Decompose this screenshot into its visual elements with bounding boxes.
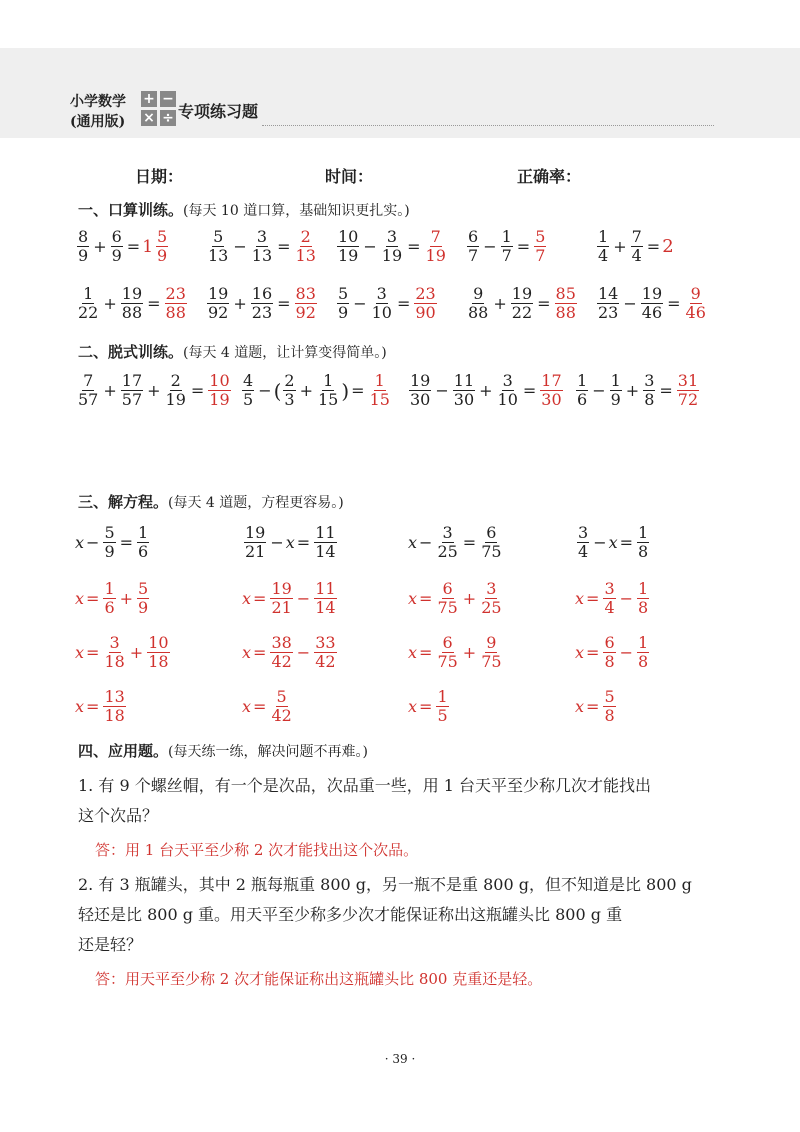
time-label: 时间： <box>325 167 374 186</box>
s3-c1-step2: x = $\frac{3}{18}$ + $\frac{10}{18}$ <box>75 633 169 671</box>
section4-heading <box>78 740 368 761</box>
problem-2-line3: 还是轻？ <box>78 935 143 954</box>
answer: $\frac{23}{88}$ <box>165 284 186 322</box>
problem-2-line1: 2. 有 3 瓶罐头，其中 2 瓶每瓶重 800 g，另一瓶不是重 800 g，但不知道是比 800 g <box>78 875 692 894</box>
answer: 1 5 9 <box>142 227 168 265</box>
section1-note: (每天 10 道口算，基础知识更扎实。) <box>183 203 410 219</box>
s3-c2-problem: 19 21 − x = $\frac{11}{14}$ <box>245 523 336 561</box>
section2-title: 二、脱式训练。 <box>78 343 184 361</box>
answer: $\frac{85}{88}$ <box>555 284 576 322</box>
s1-r2-e1: 1 22 + $\frac{19}{88}$ = $\frac{23}{88}$ <box>78 284 186 322</box>
series-label <box>70 92 126 132</box>
problem-1 <box>78 771 728 831</box>
page-title: 专项练习题 <box>178 102 259 121</box>
s3-c1-result: x = $\frac{13}{18}$ <box>75 687 125 725</box>
section4-title: 四、应用题。 <box>78 742 169 760</box>
answer: $\frac{23}{90}$ <box>415 284 436 322</box>
answer: $\frac{10}{19}$ <box>209 371 230 409</box>
s1-r1-e2: 5 13 − $\frac{3}{13}$ = $\frac{2}{13}$ <box>208 227 316 265</box>
accuracy-label: 正确率： <box>517 167 582 186</box>
problem-2-answer: 答：用天平至少称 2 次才能保证称出这瓶罐头比 800 克重还是轻。 <box>95 970 543 988</box>
section1-heading <box>78 199 410 220</box>
section3-title: 三、解方程。 <box>78 493 169 511</box>
s1-r1-e3: 10 19 − $\frac{3}{19}$ = $\frac{7}{19}$ <box>338 227 446 265</box>
s3-c3-step1: x = $\frac{6}{75}$ + $\frac{3}{25}$ <box>408 579 502 617</box>
problem-1-line2: 这个次品？ <box>78 806 159 825</box>
s3-c4-problem: 3 4 − x = $\frac{1}{8}$ <box>578 523 649 561</box>
answer: $\frac{1}{15}$ <box>369 371 390 409</box>
s1-r2-e2: 19 92 + $\frac{16}{23}$ = $\frac{83}{92}$ <box>208 284 316 322</box>
s3-c3-step2: x = $\frac{6}{75}$ + $\frac{9}{75}$ <box>408 633 502 671</box>
s2-e2: 4 5 − ( 2 3 + $\frac{1}{15}$ ) = $\frac{1}{15}$ <box>243 371 390 409</box>
divide-icon: ÷ <box>160 110 176 126</box>
answer: $\frac{31}{72}$ <box>677 371 699 409</box>
section3-heading <box>78 491 344 512</box>
section1-title: 一、口算训练。 <box>78 201 184 219</box>
fraction: 8 9 <box>78 227 89 265</box>
answer: $\frac{83}{92}$ <box>295 284 316 322</box>
s1-r1-e1: 8 9 + $\frac{6}{9}$ = 1 5 9 <box>75 228 170 265</box>
s3-c2-step1: x = $\frac{19}{21}$ − $\frac{11}{14}$ <box>242 579 336 617</box>
s3-c1-step1: x = $\frac{1}{6}$ + $\frac{5}{9}$ <box>75 579 149 617</box>
s1-r2-e3: 5 9 − $\frac{3}{10}$ = $\frac{23}{90}$ <box>338 284 436 322</box>
answer: 2 <box>662 236 674 257</box>
header-divider <box>262 125 714 126</box>
s3-c1-problem: x − $\frac{5}{9}$ = $\frac{1}{6}$ <box>75 523 149 561</box>
series-line1: 小学数学 <box>70 94 126 110</box>
problem-1-line1: 1. 有 9 个螺丝帽，有一个是次品，次品重一些，用 1 台天平至少称几次才能找出 <box>78 776 652 795</box>
problem-2-line2: 轻还是比 800 g 重。用天平至少称多少次才能保证称出这瓶罐头比 800 g 重 <box>78 905 623 924</box>
s3-c3-problem: x − $\frac{3}{25}$ = $\frac{6}{75}$ <box>408 523 502 561</box>
s1-r1-e4: 6 7 − $\frac{1}{7}$ = $\frac{5}{7}$ <box>468 227 546 265</box>
section3-note: (每天 4 道题，方程更容易。) <box>168 495 344 511</box>
s3-c2-step2: x = $\frac{38}{42}$ − $\frac{33}{42}$ <box>242 633 336 671</box>
answer: $\frac{2}{13}$ <box>295 227 316 265</box>
s3-c4-result: x = $\frac{5}{8}$ <box>575 687 615 725</box>
minus-icon: − <box>160 91 176 107</box>
s2-e4: 1 6 − $\frac{1}{9}$ + $\frac{3}{8}$ = $\frac{31}{72}$ <box>577 371 699 409</box>
s3-c4-step1: x = $\frac{3}{4}$ − $\frac{1}{8}$ <box>575 579 649 617</box>
answer: $\frac{7}{19}$ <box>425 227 446 265</box>
page-number: · 39 · <box>384 1052 416 1066</box>
section2-note: (每天 4 道题，让计算变得简单。) <box>183 345 387 361</box>
answer: $\frac{9}{46}$ <box>685 284 706 322</box>
s1-r2-e4: 9 88 + $\frac{19}{22}$ = $\frac{85}{88}$ <box>468 284 576 322</box>
answer: $\frac{17}{30}$ <box>541 371 562 409</box>
times-icon: × <box>141 110 157 126</box>
s3-c3-result: x = $\frac{1}{5}$ <box>408 687 448 725</box>
date-label: 日期： <box>135 167 184 186</box>
plus-icon: + <box>141 91 157 107</box>
s1-r1-e5: 1 4 + $\frac{7}{4}$ = 2 <box>598 227 674 265</box>
s3-c4-step2: x = $\frac{6}{8}$ − $\frac{1}{8}$ <box>575 633 649 671</box>
fraction: $\frac{6}{9}$ <box>111 227 122 265</box>
s2-e3: 19 30 − $\frac{11}{30}$ + $\frac{3}{10}$ = $\frac{17}{30}$ <box>410 371 562 409</box>
s2-e1: 7 57 + $\frac{17}{57}$ + $\frac{2}{19}$ = $\frac{10}{19}$ <box>78 371 230 409</box>
problem-1-answer: 答：用 1 台天平至少称 2 次才能找出这个次品。 <box>95 841 419 859</box>
s1-r2-e5: 14 23 − $\frac{19}{46}$ = $\frac{9}{46}$ <box>598 284 706 322</box>
problem-2 <box>78 870 728 960</box>
section2-heading <box>78 341 387 362</box>
s3-c2-result: x = $\frac{5}{42}$ <box>242 687 292 725</box>
answer: $\frac{5}{7}$ <box>535 227 546 265</box>
operator-icons <box>141 91 177 127</box>
series-line2: (通用版) <box>70 114 126 130</box>
section4-note: (每天练一练，解决问题不再难。) <box>168 744 368 760</box>
